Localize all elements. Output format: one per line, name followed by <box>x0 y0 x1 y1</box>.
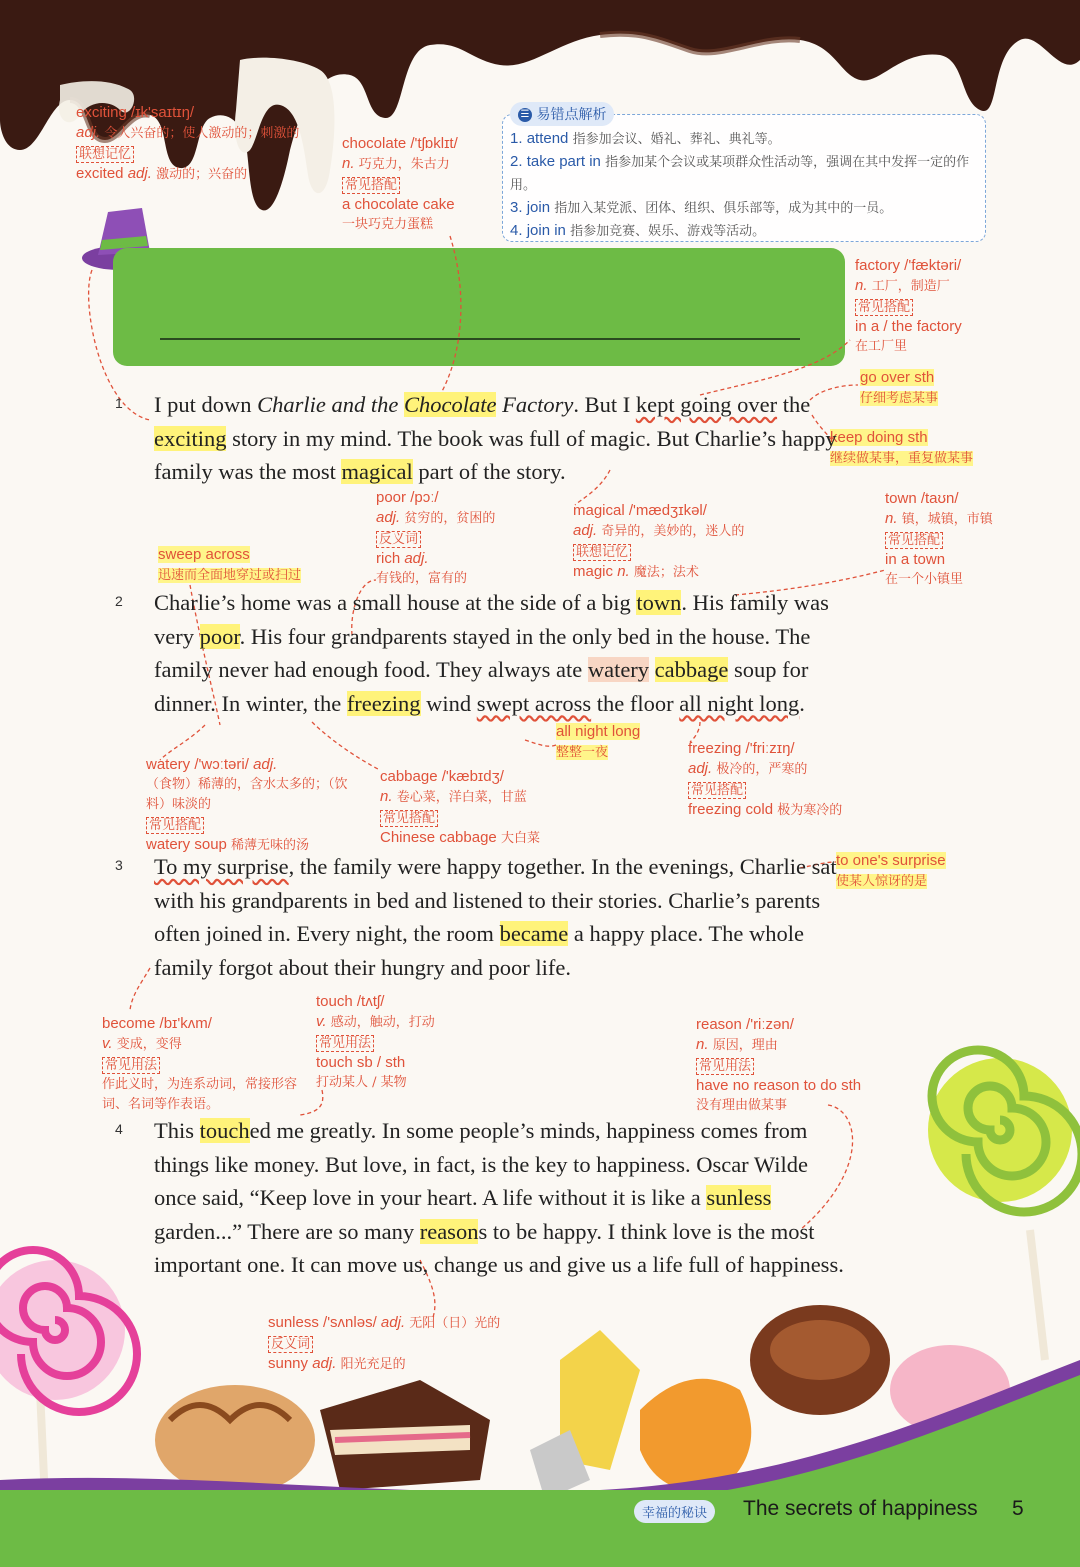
paragraph-1: I put down Charlie and the Chocolate Factory. But I kept going over the exciting story in my mind. The book was full of magic. But Charlie’s happy family was the most magical part of the story. <box>154 392 837 484</box>
footer-zh-label: 幸福的秘诀 <box>634 1500 715 1523</box>
paragraph-3: To my surprise, the family were happy together. In the evenings, Charlie sat with his grandparents in bed and listened to their stories. Charlie’s parents often joined in. Every night, the room became a happy place. The whole family forgot about their hungry and poor life. <box>154 854 837 980</box>
note-cabbage: cabbage /'kæbɪdʒ/ n. 卷心菜，洋白菜，甘蓝 常见搭配 Chinese cabbage 大白菜 <box>380 768 540 846</box>
paragraph-number: 2 <box>115 593 123 609</box>
list-item: 2. take part in 指参加某个会议或某项群众性活动等，强调在其中发挥一定的作用。 <box>510 153 970 193</box>
title-banner <box>113 248 845 366</box>
page-number: 5 <box>1012 1497 1024 1520</box>
note-keep-doing: keep doing sth 继续做某事，重复做某事 <box>830 429 974 466</box>
note-all-night-long: all night long 整整一夜 <box>556 723 641 760</box>
note-freezing: freezing /'friːzɪŋ/ adj. 极冷的，严寒的 常见搭配 freezing cold 极为寒冷的 <box>688 740 843 818</box>
note-go-over: go over sth 仔细考虑某事 <box>860 369 939 406</box>
list-icon: ☰ <box>518 108 532 122</box>
common-mistakes-list <box>510 128 980 243</box>
common-mistakes-title: ☰ 易错点解析 <box>510 102 614 126</box>
list-item: 1. attend 指参加会议、婚礼、葬礼、典礼等。 <box>510 130 781 147</box>
note-become: become /bɪ'kʌm/ v. 变成，变得 常见用法 作此义时，为连系动词，常接形容词、名词等作表语。 <box>102 1015 298 1112</box>
paragraph-number: 4 <box>115 1121 123 1137</box>
list-item: 4. join in 指参加竞赛、娱乐、游戏等活动。 <box>510 222 766 239</box>
note-reason: reason /'riːzən/ n. 原因，理由 常见用法 have no reason to do sth 没有理由做某事 <box>696 1016 862 1113</box>
paragraph-2: Charlie’s home was a small house at the side of a big town. His family was very poor. His four grandparents stayed in the only bed in the house. The family never had enough food. They always ate watery cabbage soup for dinner. In winter, the freezing wind swept across the floor all night long. <box>154 590 829 716</box>
note-sweep-across: sweep across 迅速而全面地穿过或扫过 <box>158 546 302 583</box>
note-poor: poor /pɔː/ adj. 贫穷的，贫困的 反义词 rich adj. 有钱的，富有的 <box>376 489 496 586</box>
note-chocolate: chocolate /'tʃɒklɪt/ n. 巧克力，朱古力 常见搭配 a chocolate cake 一块巧克力蛋糕 <box>342 135 458 232</box>
candy-illustration <box>0 1030 1080 1567</box>
title-write-line <box>160 338 800 340</box>
note-magical: magical /'mædʒɪkəl/ adj. 奇异的，美妙的，迷人的 联想记忆 magic n. 魔法；法术 <box>573 502 745 580</box>
note-watery: watery /'wɔːtəri/ adj. （食物）稀薄的，含水太多的；（饮料）味淡的 常见搭配 watery soup 稀薄无味的汤 <box>146 756 348 853</box>
note-to-ones-surprise: to one's surprise 使某人惊讶的是 <box>836 852 946 889</box>
list-item: 3. join 指加入某党派、团体、组织、俱乐部等，成为其中的一员。 <box>510 199 893 216</box>
paragraph-number: 1 <box>115 395 123 411</box>
note-sunless: sunless /'sʌnləs/ adj. 无阳（日）光的 反义词 sunny adj. 阳光充足的 <box>268 1314 501 1372</box>
footer-title: The secrets of happiness <box>743 1497 978 1520</box>
note-town: town /taʊn/ n. 镇，城镇，市镇 常见搭配 in a town 在一个小镇里 <box>885 490 993 587</box>
note-touch: touch /tʌtʃ/ v. 感动，触动，打动 常见用法 touch sb / sth 打动某人 / 某物 <box>316 993 435 1090</box>
note-exciting: exciting /ɪk'saɪtɪŋ/ adj. 令人兴奋的；使人激动的；刺激的 联想记忆 excited adj. 激动的；兴奋的 <box>76 104 300 182</box>
paragraph-4: This touched me greatly. In some people’s minds, happiness comes from things like money. But love, in fact, is the key to happiness. Oscar Wilde once said, “Keep love in your heart. A life without it is like a sunless garden...” There are so many reasons to be happy. I think love is the most important one. It can move us, change us and give us a life full of happiness. <box>154 1118 844 1277</box>
note-factory: factory /'fæktəri/ n. 工厂，制造厂 常见搭配 in a / the factory 在工厂里 <box>855 257 962 354</box>
paragraph-number: 3 <box>115 857 123 873</box>
